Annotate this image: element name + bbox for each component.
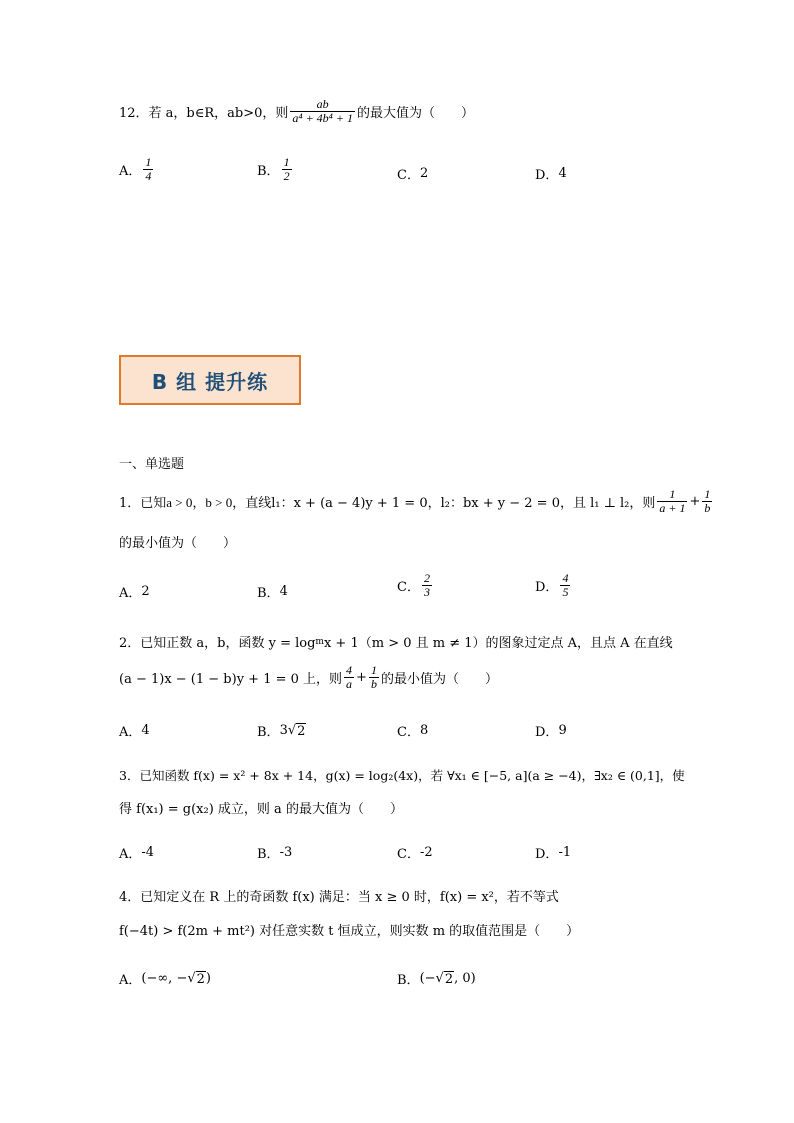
q1-line2: 的最小值为（ ） <box>119 536 237 551</box>
option-text: 4 <box>141 723 150 738</box>
option-text: 2 <box>141 584 150 599</box>
q2-text-d: 的最小值为（ ） <box>380 671 498 687</box>
q1-fraction-1 <box>657 488 687 514</box>
option-label: A． <box>119 163 142 179</box>
q2-fraction-1 <box>344 664 354 690</box>
q12-fraction <box>290 98 355 124</box>
q3-option-d[interactable] <box>535 843 571 862</box>
option-label: B． <box>257 725 280 740</box>
option-text: -2 <box>419 845 433 860</box>
frac-den: b <box>704 500 711 515</box>
frac-den: 3 <box>423 584 430 599</box>
section-heading: 一、单选题 <box>119 457 185 472</box>
frac-num: 1 <box>370 663 377 677</box>
option-pre: (−∞, − <box>141 971 188 986</box>
frac-num: 4 <box>346 663 353 677</box>
q2-line2 <box>119 664 498 690</box>
option-fraction <box>282 156 292 182</box>
q4-line1: 4．已知定义在 R 上的奇函数 f(x) 满足：当 x ≥ 0 时，f(x) = x²，若不等式 <box>119 890 559 905</box>
q1-text-c: l₁：x + (a − 4)y + 1 = 0，l₂：bx + y − 2 = 0，且 l₁ ⊥ l₂，则 <box>271 495 656 511</box>
option-text: 9 <box>558 723 567 738</box>
q12-frac-num: ab <box>316 97 329 111</box>
q12-stem-text: 12．若 a，b∈R，ab>0，则 <box>119 105 289 121</box>
option-label: C． <box>397 847 420 862</box>
frac-den: a + 1 <box>659 500 686 515</box>
q1-text-b: a > 0，b > 0，直线 <box>166 494 272 510</box>
section-banner <box>119 355 301 405</box>
option-text: 4 <box>558 166 567 181</box>
q4-option-a[interactable] <box>119 969 211 988</box>
q12-option-c[interactable] <box>397 164 428 183</box>
frac-num: 1 <box>283 155 290 169</box>
q2-option-b[interactable] <box>257 721 306 740</box>
option-label: C． <box>397 168 420 183</box>
q3-option-a[interactable] <box>119 843 154 862</box>
q12-option-a[interactable] <box>119 156 155 182</box>
banner-title: B 组 提升练 <box>151 369 269 394</box>
plus-sign: + <box>356 669 367 685</box>
option-fraction <box>422 572 432 598</box>
q2-log-base: m <box>315 636 324 647</box>
frac-den: 2 <box>283 168 290 183</box>
frac-num: 4 <box>562 571 569 585</box>
q1-line1 <box>119 488 714 514</box>
sqrt-sign-icon: √ <box>435 971 444 986</box>
option-label: A． <box>119 973 142 988</box>
option-label: B． <box>397 973 420 988</box>
q1-option-d[interactable] <box>535 572 572 598</box>
option-label: A． <box>119 586 142 601</box>
q2-text-b: x + 1（m > 0 且 m ≠ 1）的图象过定点 A，且点 A 在直线 <box>323 636 673 651</box>
q3-option-c[interactable] <box>397 843 433 862</box>
option-coef: 3 <box>279 723 288 738</box>
q3-option-b[interactable] <box>257 843 292 862</box>
q4-line2: f(−4t) > f(2m + mt²) 对任意实数 t 恒成立，则实数 m 的取值范围是（ ） <box>119 924 580 939</box>
option-label: D． <box>535 725 559 740</box>
option-label: D． <box>535 579 559 595</box>
option-fraction <box>560 572 570 598</box>
option-radicand: 2 <box>297 723 306 739</box>
frac-num: 1 <box>704 487 711 501</box>
frac-num: 2 <box>423 571 430 585</box>
q1-option-b[interactable] <box>257 582 288 601</box>
option-text: 8 <box>419 723 429 738</box>
q2-line1 <box>119 632 673 651</box>
sqrt-sign-icon: √ <box>287 723 297 738</box>
sqrt-sign-icon: √ <box>187 971 196 986</box>
option-text: -3 <box>279 845 293 860</box>
q3-line2: 得 f(x₁) = g(x₂) 成立，则 a 的最大值为（ ） <box>119 802 403 817</box>
q2-fraction-2 <box>369 664 379 690</box>
option-label: C． <box>397 579 420 595</box>
option-post: , 0) <box>454 971 476 986</box>
q2-text-a: 2．已知正数 a，b，函数 y = log <box>119 636 316 651</box>
q2-option-d[interactable] <box>535 721 567 740</box>
option-label: D． <box>535 847 559 862</box>
option-radicand: 2 <box>444 971 454 987</box>
option-fraction <box>143 156 153 182</box>
option-pre: (− <box>419 971 436 986</box>
option-label: B． <box>257 847 280 862</box>
plus-sign: + <box>689 493 701 509</box>
q2-option-a[interactable] <box>119 721 150 740</box>
frac-num: 1 <box>145 155 152 169</box>
q4-option-b[interactable] <box>397 969 476 988</box>
frac-den: b <box>370 676 377 691</box>
option-label: B． <box>257 586 280 601</box>
option-label: B． <box>257 163 280 179</box>
q12-frac-den: a⁴ + 4b⁴ + 1 <box>292 110 353 125</box>
option-radicand: 2 <box>196 971 205 987</box>
option-text: 2 <box>419 166 429 181</box>
q12-option-b[interactable] <box>257 156 294 182</box>
option-label: A． <box>119 847 142 862</box>
q1-option-c[interactable] <box>397 572 434 598</box>
q2-option-c[interactable] <box>397 721 428 740</box>
q3-line1: 3．已知函数 f(x) = x² + 8x + 14，g(x) = log₂(4x)，若 ∀x₁ ∈ [−5, a](a ≥ −4)，∃x₂ ∈ (0,1]，使 <box>119 768 685 783</box>
option-post: ) <box>205 971 211 986</box>
q2-text-c: (a − 1)x − (1 − b)y + 1 = 0 上，则 <box>119 671 343 687</box>
frac-num: 1 <box>669 487 676 501</box>
q1-option-a[interactable] <box>119 582 150 601</box>
frac-den: 5 <box>562 584 569 599</box>
option-label: D． <box>535 168 559 183</box>
q12-option-d[interactable] <box>535 164 567 183</box>
option-text: -4 <box>141 845 155 860</box>
q12-stem <box>119 98 474 124</box>
frac-den: 4 <box>145 168 152 183</box>
q1-text-a: 1．已知 <box>119 495 167 511</box>
option-label: C． <box>397 725 420 740</box>
option-text: 4 <box>279 584 288 599</box>
option-text: -1 <box>558 845 572 860</box>
option-label: A． <box>119 725 142 740</box>
q12-tail: 的最大值为（ ） <box>356 105 474 121</box>
frac-den: a <box>346 676 353 691</box>
q1-fraction-2 <box>702 488 712 514</box>
